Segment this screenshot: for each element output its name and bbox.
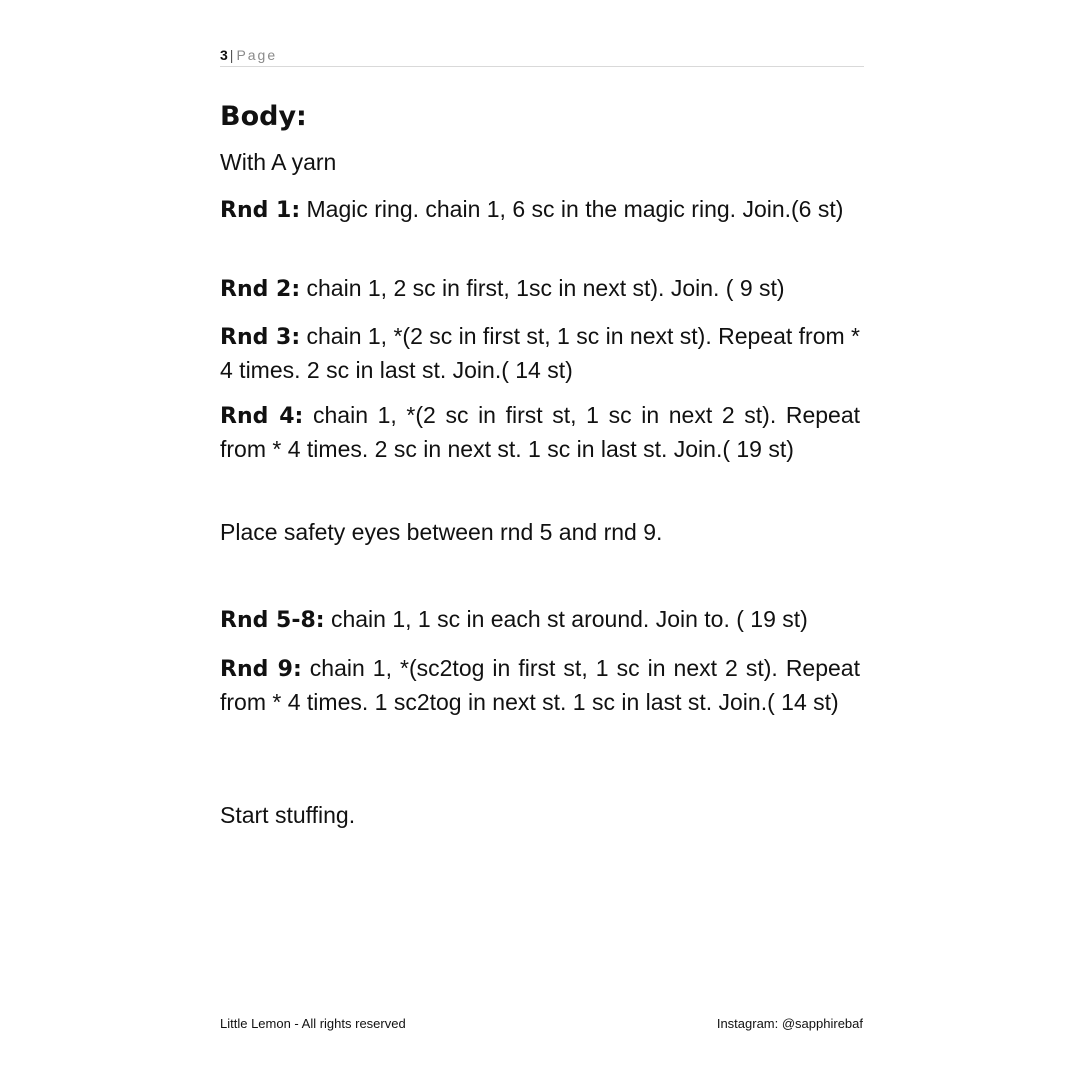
- round-text: chain 1, *(sc2tog in first st, 1 sc in next 2 st). Repeat from * 4 times. 1 sc2tog in next st. 1 sc in last st. Join.( 14 st): [220, 655, 860, 715]
- round-label: Rnd 5-8:: [220, 608, 325, 633]
- round-label: Rnd 9:: [220, 657, 302, 682]
- round-text: chain 1, *(2 sc in first st, 1 sc in next st). Repeat from * 4 times. 2 sc in last st. Join.( 14 st): [220, 323, 860, 383]
- footer-instagram: Instagram: @sapphirebaf: [716, 1016, 863, 1031]
- round-1: [220, 193, 860, 227]
- round-text: chain 1, *(2 sc in first st, 1 sc in next 2 st). Repeat from * 4 times. 2 sc in next st. 1 sc in last st. Join.( 19 st): [220, 402, 861, 462]
- intro-text: With A yarn: [220, 149, 337, 175]
- page-word: Page: [236, 47, 278, 63]
- closing-text: Start stuffing.: [220, 802, 356, 828]
- page-separator: |: [229, 47, 234, 63]
- page-header: [220, 46, 864, 67]
- round-4: [220, 399, 860, 466]
- footer-copyright: Little Lemon - All rights reserved: [220, 1016, 406, 1031]
- safety-eyes-note: Place safety eyes between rnd 5 and rnd 9.: [220, 519, 663, 545]
- round-3: [220, 320, 860, 387]
- round-label: Rnd 2:: [220, 277, 301, 302]
- round-text: chain 1, 2 sc in first, 1sc in next st). Join. ( 9 st): [306, 275, 785, 301]
- section-heading: Body:: [220, 101, 307, 132]
- round-label: Rnd 1:: [220, 198, 301, 223]
- round-text: chain 1, 1 sc in each st around. Join to. ( 19 st): [330, 606, 808, 632]
- round-text: Magic ring. chain 1, 6 sc in the magic ring. Join.(6 st): [306, 196, 844, 222]
- round-label: Rnd 3:: [220, 325, 301, 350]
- round-9: [220, 652, 860, 719]
- round-5-8: [220, 603, 860, 637]
- round-2: [220, 272, 860, 306]
- round-label: Rnd 4:: [220, 404, 304, 429]
- page-number: 3: [220, 47, 228, 63]
